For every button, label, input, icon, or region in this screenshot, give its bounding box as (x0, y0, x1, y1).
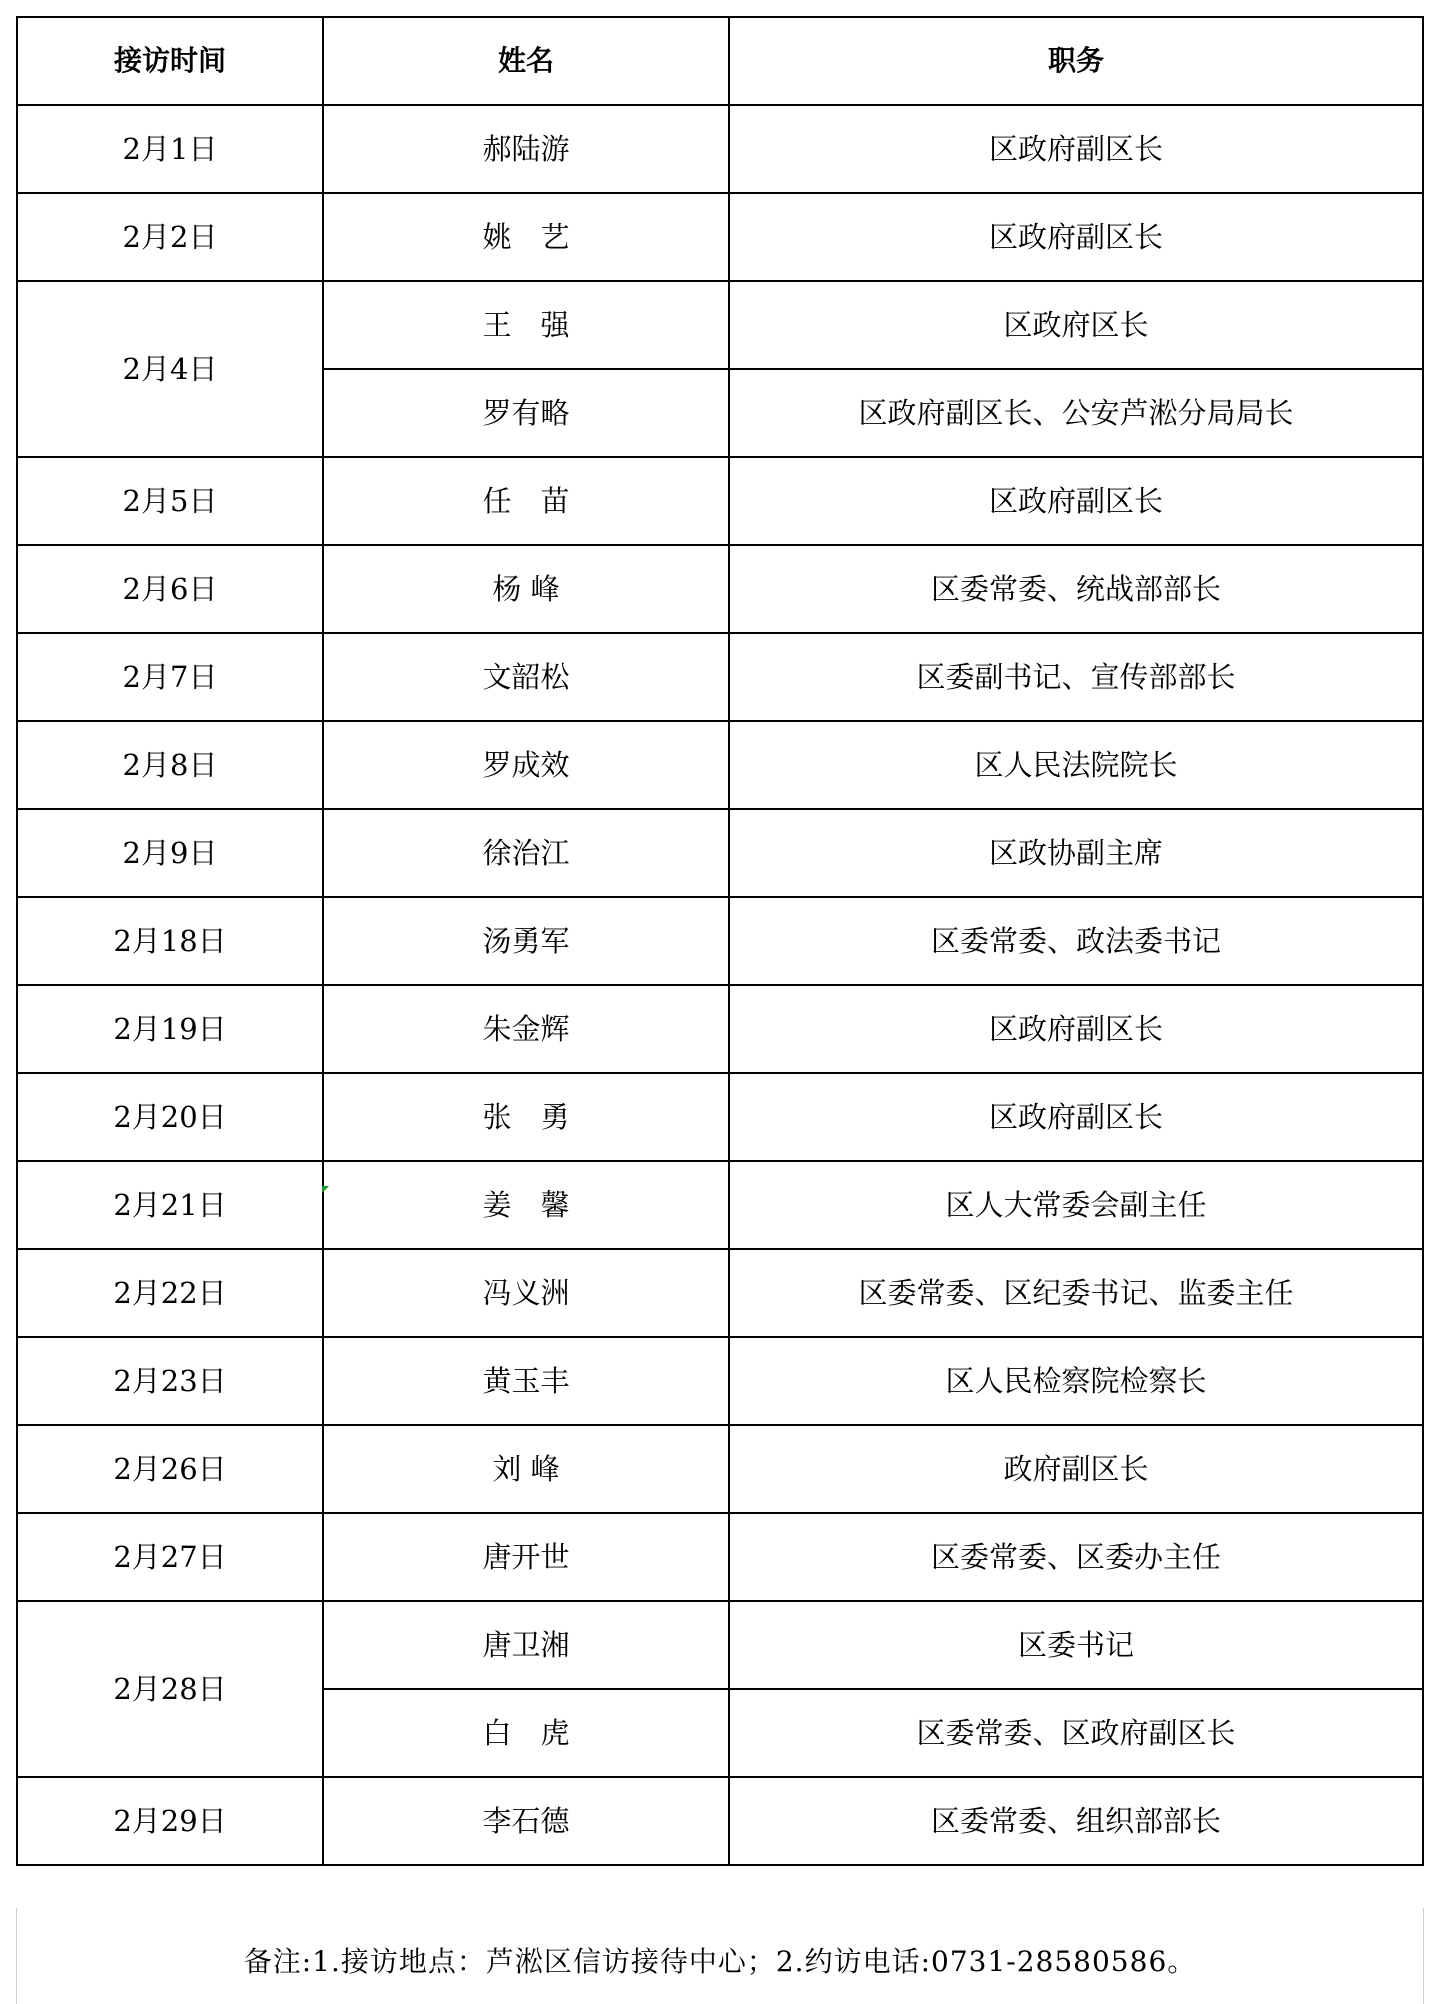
table-row (17, 1249, 1423, 1337)
title-cell: 区委常委、组织部部长 (729, 1777, 1423, 1865)
table-row (17, 1337, 1423, 1425)
title-cell: 区政府副区长、公安芦淞分局局长 (729, 369, 1423, 457)
name-cell: 白 虎 (323, 1689, 729, 1777)
title-cell: 区委常委、统战部部长 (729, 545, 1423, 633)
title-cell: 政府副区长 (729, 1425, 1423, 1513)
date-cell: 2月22日 (17, 1249, 323, 1337)
title-cell: 区政府副区长 (729, 1073, 1423, 1161)
name-cell: 王 强 (323, 281, 729, 369)
name-cell: 汤勇军 (323, 897, 729, 985)
title-cell: 区政府区长 (729, 281, 1423, 369)
date-cell: 2月1日 (17, 105, 323, 193)
table-body (17, 105, 1423, 1865)
table-row (17, 633, 1423, 721)
footnote-text: 备注:1.接访地点：芦淞区信访接待中心；2.约访电话:0731-28580586。 (243, 1945, 1197, 1978)
date-cell: 2月2日 (17, 193, 323, 281)
name-cell: 唐开世 (323, 1513, 729, 1601)
date-cell: 2月6日 (17, 545, 323, 633)
header-date: 接访时间 (17, 17, 323, 105)
date-cell: 2月18日 (17, 897, 323, 985)
table-row (17, 105, 1423, 193)
title-cell: 区委常委、区委办主任 (729, 1513, 1423, 1601)
name-cell: 罗有略 (323, 369, 729, 457)
table-row (17, 1513, 1423, 1601)
table-row (17, 457, 1423, 545)
title-cell: 区政府副区长 (729, 193, 1423, 281)
table-row (17, 545, 1423, 633)
name-cell: 姜 馨 (323, 1161, 729, 1249)
date-cell: 2月20日 (17, 1073, 323, 1161)
table-row (17, 193, 1423, 281)
name-cell: 郝陆游 (323, 105, 729, 193)
table-row (17, 1073, 1423, 1161)
date-cell: 2月5日 (17, 457, 323, 545)
date-cell: 2月9日 (17, 809, 323, 897)
table-row (17, 1161, 1423, 1249)
name-cell: 任 苗 (323, 457, 729, 545)
table-row (17, 985, 1423, 1073)
table-row (17, 809, 1423, 897)
name-cell: 徐治江 (323, 809, 729, 897)
title-cell: 区委常委、区政府副区长 (729, 1689, 1423, 1777)
date-cell: 2月23日 (17, 1337, 323, 1425)
table-row (17, 281, 1423, 369)
date-cell: 2月28日 (17, 1601, 323, 1777)
date-cell: 2月19日 (17, 985, 323, 1073)
title-cell: 区委副书记、宣传部部长 (729, 633, 1423, 721)
title-cell: 区委常委、政法委书记 (729, 897, 1423, 985)
table-row (17, 1777, 1423, 1865)
footnote-area (16, 1908, 1424, 2004)
name-cell: 刘 峰 (323, 1425, 729, 1513)
name-cell: 朱金辉 (323, 985, 729, 1073)
date-cell: 2月26日 (17, 1425, 323, 1513)
title-cell: 区政协副主席 (729, 809, 1423, 897)
table-row (17, 1425, 1423, 1513)
date-cell: 2月4日 (17, 281, 323, 457)
title-cell: 区委书记 (729, 1601, 1423, 1689)
title-cell: 区人民检察院检察长 (729, 1337, 1423, 1425)
date-cell: 2月29日 (17, 1777, 323, 1865)
name-cell: 冯义洲 (323, 1249, 729, 1337)
name-cell: 姚 艺 (323, 193, 729, 281)
date-cell: 2月8日 (17, 721, 323, 809)
date-cell: 2月27日 (17, 1513, 323, 1601)
date-cell: 2月7日 (17, 633, 323, 721)
name-cell: 杨 峰 (323, 545, 729, 633)
cell-comment-marker (322, 1186, 329, 1193)
name-cell: 张 勇 (323, 1073, 729, 1161)
name-cell: 唐卫湘 (323, 1601, 729, 1689)
title-cell: 区人大常委会副主任 (729, 1161, 1423, 1249)
date-cell: 2月21日 (17, 1161, 323, 1249)
title-cell: 区委常委、区纪委书记、监委主任 (729, 1249, 1423, 1337)
header-name: 姓名 (323, 17, 729, 105)
title-cell: 区人民法院院长 (729, 721, 1423, 809)
name-cell: 罗成效 (323, 721, 729, 809)
name-cell: 文韶松 (323, 633, 729, 721)
title-cell: 区政府副区长 (729, 457, 1423, 545)
table-row (17, 897, 1423, 985)
reception-schedule-table (16, 16, 1424, 1866)
title-cell: 区政府副区长 (729, 105, 1423, 193)
title-cell: 区政府副区长 (729, 985, 1423, 1073)
header-title: 职务 (729, 17, 1423, 105)
table-row (17, 721, 1423, 809)
table-header-row (17, 17, 1423, 105)
name-cell: 李石德 (323, 1777, 729, 1865)
name-cell: 黄玉丰 (323, 1337, 729, 1425)
table-row (17, 1601, 1423, 1689)
